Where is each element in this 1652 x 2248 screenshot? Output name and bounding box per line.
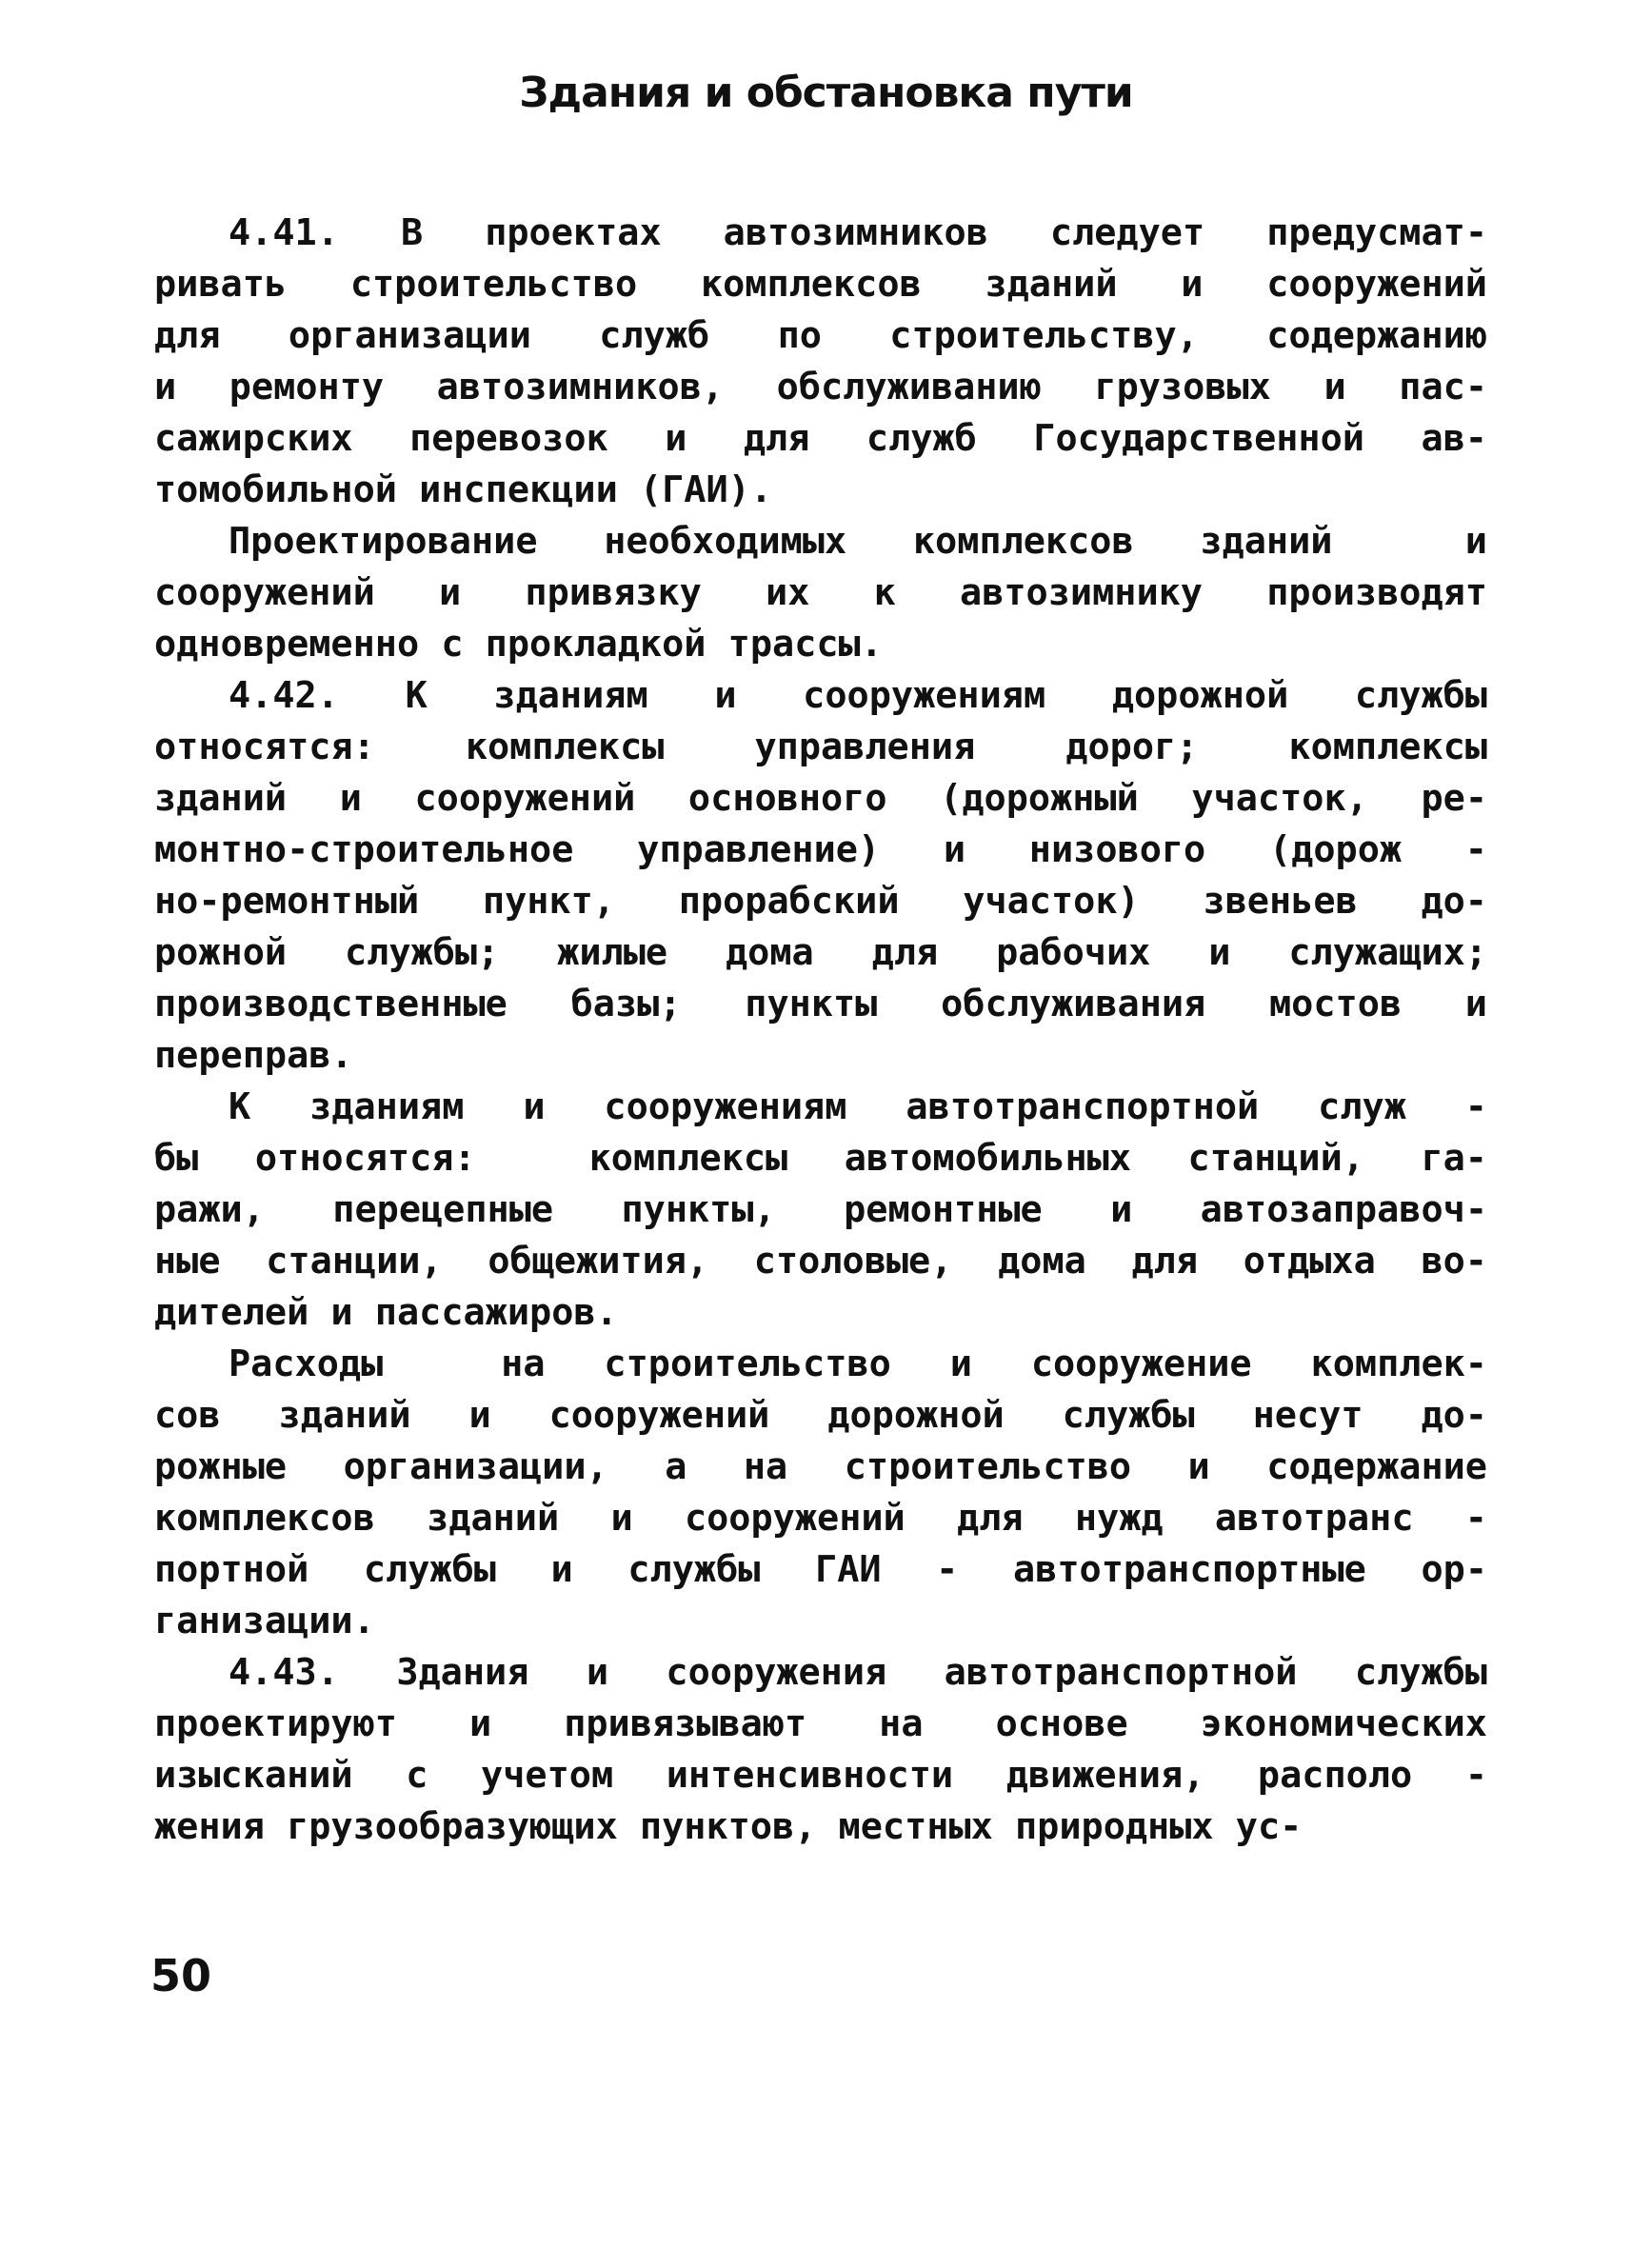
text-line: 4.43. Здания и сооружения автотранспортной службы	[229, 1651, 1487, 1694]
text-line: 4.42. К зданиям и сооружениям дорожной службы	[229, 674, 1487, 717]
paragraph-4-43	[154, 1647, 1487, 1853]
text-line: дителей и пассажиров.	[154, 1291, 618, 1334]
text-line: зданий и сооружений основного (дорожный участок, ре-	[154, 777, 1487, 820]
text-line: ривать строительство комплексов зданий и сооружений	[154, 263, 1487, 306]
text-line: производственные базы; пункты обслуживания мостов и	[154, 983, 1487, 1025]
text-line: Проектирование необходимых комплексов зданий и	[229, 520, 1487, 563]
text-line: бы относятся: комплексы автомобильных станций, га-	[154, 1137, 1487, 1180]
text-line: монтно-строительное управление) и низового (дорож -	[154, 828, 1487, 871]
text-line: сажирских перевозок и для служб Государственной ав-	[154, 417, 1487, 460]
text-line: ганизации.	[154, 1600, 375, 1642]
text-line: ные станции, общежития, столовые, дома для отдыха во-	[154, 1240, 1487, 1283]
text-line: ражи, перецепные пункты, ремонтные и автозаправоч-	[154, 1188, 1487, 1231]
text-line: и ремонту автозимников, обслуживанию грузовых и пас-	[154, 366, 1487, 408]
text-line: томобильной инспекции (ГАИ).	[154, 468, 773, 511]
text-line: рожные организации, а на строительство и содержание	[154, 1445, 1487, 1488]
text-line: К зданиям и сооружениям автотранспортной служ -	[229, 1085, 1487, 1128]
text-line: для организации служб по строительству, содержанию	[154, 314, 1487, 357]
paragraph-4-42	[154, 670, 1487, 1082]
text-line: сооружений и привязку их к автозимнику производят	[154, 571, 1487, 614]
text-line: проектируют и привязывают на основе экономических	[154, 1702, 1487, 1745]
text-line: 4.41. В проектах автозимников следует предусмат-	[229, 211, 1487, 254]
text-line: сов зданий и сооружений дорожной службы несут до-	[154, 1394, 1487, 1437]
paragraph-transport-service	[154, 1082, 1487, 1339]
text-line: рожной службы; жилые дома для рабочих и служащих;	[154, 931, 1487, 974]
text-line: комплексов зданий и сооружений для нужд автотранс -	[154, 1497, 1487, 1540]
text-line: одновременно с прокладкой трассы.	[154, 623, 883, 666]
text-line: жения грузообразующих пунктов, местных природных ус-	[154, 1805, 1303, 1848]
paragraph-expenses	[154, 1339, 1487, 1647]
paragraph-4-41	[154, 208, 1487, 516]
text-line: но-ремонтный пункт, прорабский участок) звеньев до-	[154, 880, 1487, 923]
page-heading: Здания и обстановка пути	[519, 69, 1133, 117]
text-line: изысканий с учетом интенсивности движения, располо -	[154, 1754, 1487, 1797]
text-line: портной службы и службы ГАИ - автотранспортные ор-	[154, 1548, 1487, 1591]
text-line: переправ.	[154, 1034, 353, 1077]
paragraph-design	[154, 516, 1487, 670]
page-number: 50	[150, 1950, 212, 2001]
text-line: Расходы на строительство и сооружение комплек-	[229, 1343, 1487, 1385]
text-line: относятся: комплексы управления дорог; комплексы	[154, 726, 1487, 768]
body-text	[154, 208, 1487, 1853]
